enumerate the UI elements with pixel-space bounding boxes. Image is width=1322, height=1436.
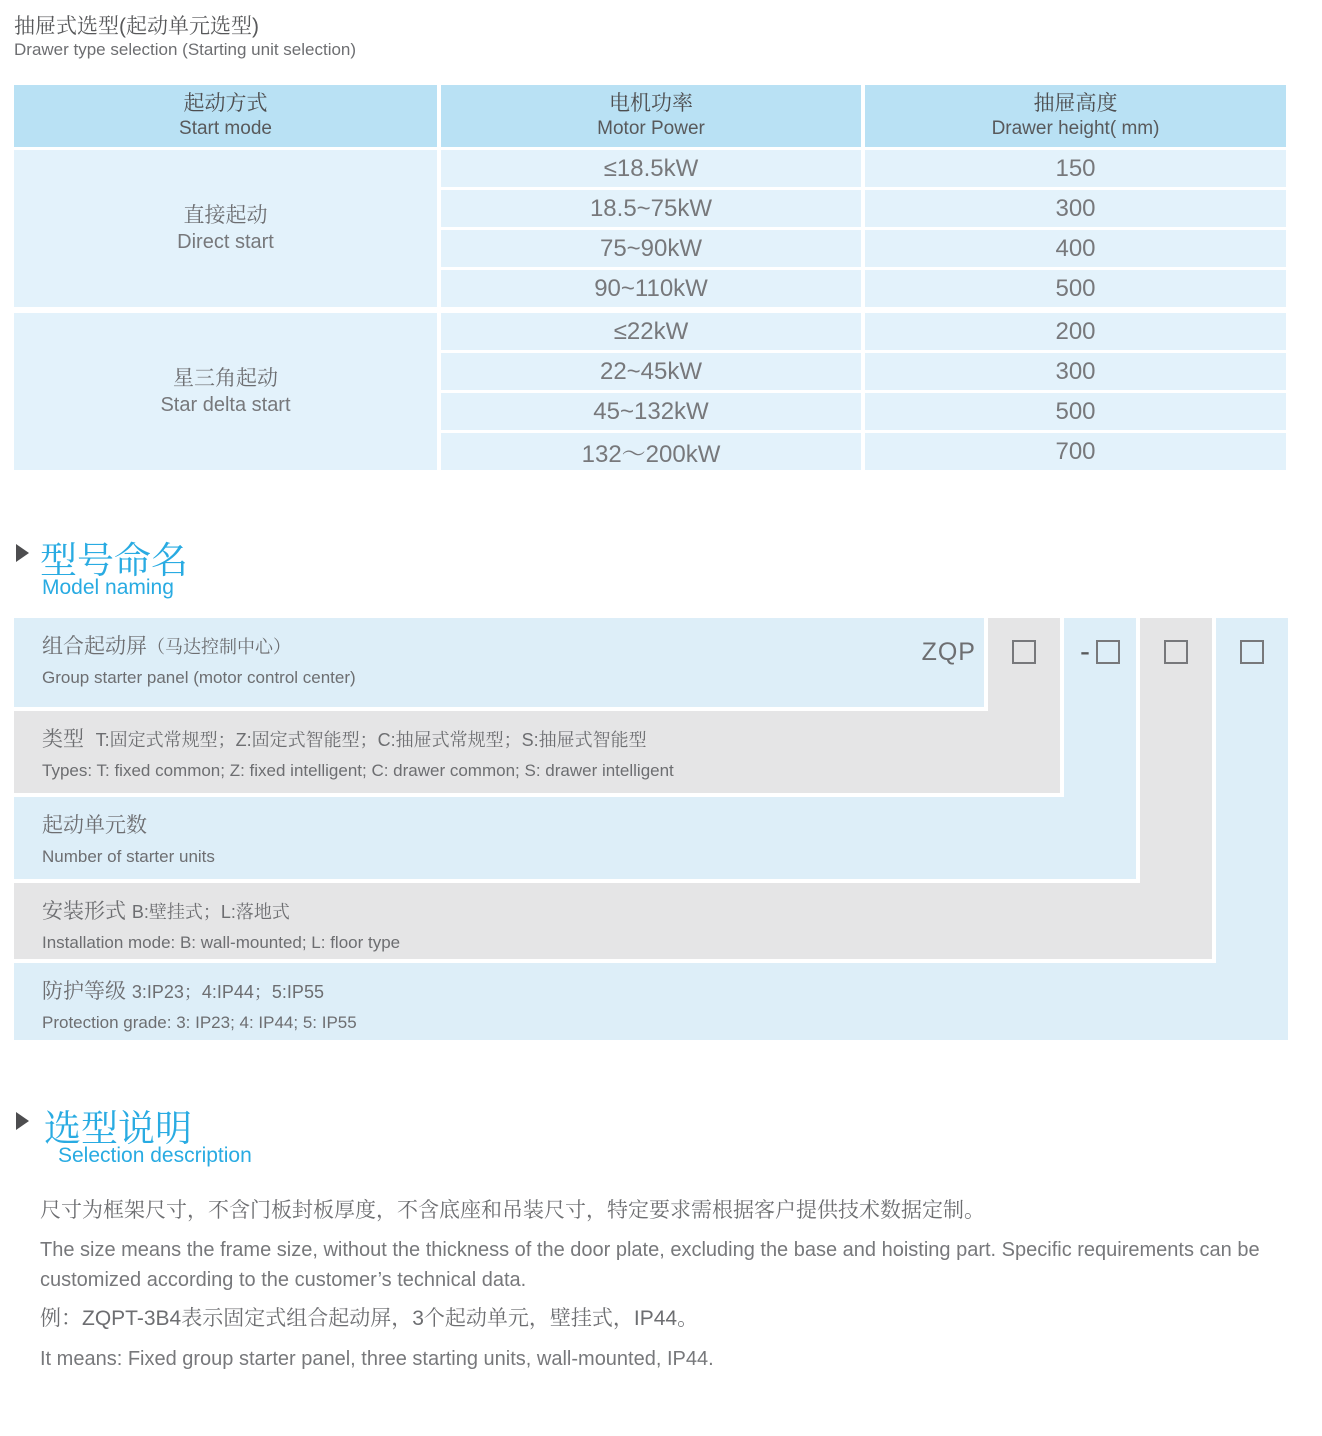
selection-description-text (40, 1196, 1290, 1383)
row-label-zh: 起动单元数 (42, 814, 147, 837)
table-header-row (14, 85, 1286, 147)
table-group-star-delta (14, 313, 1286, 470)
col-header-motor-power: 电机功率 Motor Power (441, 85, 861, 147)
model-code-box-2 (1096, 640, 1120, 664)
description-paragraph-en: The size means the frame size, without the thickness of the door plate, excluding the base and hoisting part. Specific requirements can be customized according to the customer’s technical data. (40, 1239, 1260, 1292)
row-label-en: Group starter panel (motor control center) (42, 668, 356, 688)
power-cell: ≤18.5kW (441, 150, 861, 187)
height-cell: 150 (865, 150, 1286, 187)
section-title-zh: 选型说明 (44, 1108, 192, 1149)
power-cell: 132～200kW (441, 433, 861, 470)
drawer-selection-table (14, 85, 1286, 470)
height-cell: 700 (865, 433, 1286, 470)
col-header-start-mode: 起动方式 Start mode (14, 85, 437, 147)
model-code-box-1 (1012, 640, 1036, 664)
row-label-en: Installation mode: B: wall-mounted; L: floor type (42, 933, 401, 953)
group-cell-direct-start: 直接起动 Direct start (14, 150, 437, 307)
naming-row-type (14, 711, 1060, 793)
naming-row-product (14, 618, 984, 707)
model-code-prefix: ZQP (921, 638, 976, 666)
page-title-en: Drawer type selection (Starting unit selection) (14, 40, 357, 59)
model-naming-diagram (14, 618, 1288, 1040)
model-code-box-3 (1164, 640, 1188, 664)
row-label-zh: 安装形式 (42, 900, 126, 923)
power-cell: ≤22kW (441, 313, 861, 350)
example-paragraph-en: It means: Fixed group starter panel, three starting units, wall-mounted, IP44. (40, 1347, 714, 1370)
description-paragraph-zh: 尺寸为框架尺寸，不含门板封板厚度，不含底座和吊装尺寸，特定要求需根据客户提供技术数据定制。 (40, 1199, 985, 1222)
power-cell: 90~110kW (441, 270, 861, 307)
section-title-en: Selection description (58, 1144, 252, 1167)
row-label-zh: 类型 (42, 728, 84, 751)
height-cell: 500 (865, 393, 1286, 430)
power-cell: 75~90kW (441, 230, 861, 267)
section-title-en: Model naming (42, 576, 174, 599)
height-cell: 500 (865, 270, 1286, 307)
row-detail-zh: 3:IP23；4:IP44；5:IP55 (131, 982, 324, 1002)
model-code-box-4 (1240, 640, 1264, 664)
naming-row-installation (14, 883, 1212, 959)
row-label-en: Number of starter units (42, 847, 215, 867)
table-group-direct-start (14, 150, 1286, 307)
power-cell: 18.5~75kW (441, 190, 861, 227)
naming-row-protection (14, 963, 1288, 1040)
section-arrow-icon (16, 1112, 29, 1130)
power-cell: 45~132kW (441, 393, 861, 430)
height-cell: 400 (865, 230, 1286, 267)
row-detail-zh: （马达控制中心） (147, 637, 291, 657)
height-cell: 200 (865, 313, 1286, 350)
section-arrow-icon (16, 544, 29, 562)
naming-row-units (14, 797, 1136, 879)
height-cell: 300 (865, 190, 1286, 227)
group-cell-star-delta: 星三角起动 Star delta start (14, 313, 437, 470)
row-detail-zh: B:壁挂式；L:落地式 (131, 902, 290, 922)
row-label-en: Types: T: fixed common; Z: fixed intelligent; C: drawer common; S: drawer intelligent (42, 761, 674, 781)
row-label-en: Protection grade: 3: IP23; 4: IP44; 5: IP55 (42, 1013, 357, 1033)
col-header-drawer-height: 抽屉高度 Drawer height( mm) (865, 85, 1286, 147)
example-paragraph-zh: 例：ZQPT-3B4表示固定式组合起动屏，3个起动单元，壁挂式，IP44。 (40, 1307, 699, 1331)
code-separator: - (1080, 635, 1090, 668)
power-cell: 22~45kW (441, 353, 861, 390)
height-cell: 300 (865, 353, 1286, 390)
section-title-zh: 型号命名 (40, 540, 188, 581)
row-label-zh: 组合起动屏 (42, 635, 147, 658)
page-title-zh: 抽屉式选型(起动单元选型) (14, 15, 259, 38)
row-detail-zh: T:固定式常规型；Z:固定式智能型；C:抽屉式常规型；S:抽屉式智能型 (95, 730, 647, 750)
row-label-zh: 防护等级 (42, 980, 126, 1003)
